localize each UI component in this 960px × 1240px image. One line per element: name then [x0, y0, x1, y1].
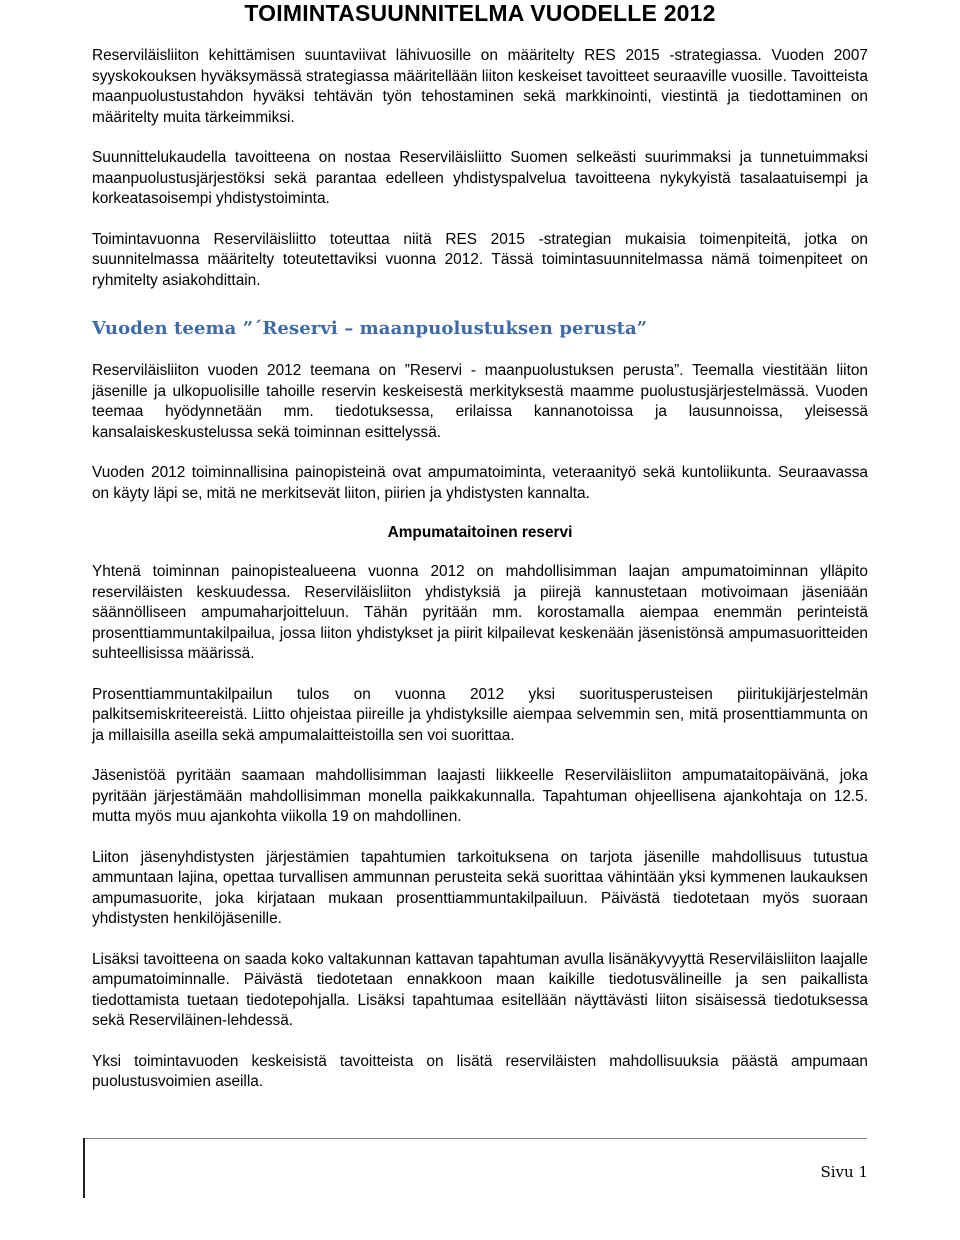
intro-paragraph: Toimintavuonna Reserviläisliitto toteuttaa niitä RES 2015 -strategian mukaisia toimenpiteitä, jotka on suunnitelmassa määritelty toteutettaviksi vuonna 2012. Tässä toimintasuunnitelmassa nämä toimenpiteet on ryhmitelty asiakohdittain. — [92, 230, 868, 289]
shooting-paragraph: Yksi toimintavuoden keskeisistä tavoitteista on lisätä reserviläisten mahdollisuuksia päästä ampumaan puolustusvoimien aseilla. — [92, 1052, 868, 1090]
theme-paragraph: Vuoden 2012 toiminnallisina painopisteinä ovat ampumatoiminta, veteraanityö sekä kuntoliikunta. Seuraavassa on käyty läpi se, mitä ne merkitsevät liiton, piirien ja yhdistysten kannalta. — [92, 464, 868, 502]
document-title: TOIMINTASUUNNITELMA VUODELLE 2012 — [244, 0, 716, 26]
shooting-paragraph: Liiton jäsenyhdistysten järjestämien tapahtumien tarkoituksena on tarjota jäsenille mahdollisuus tutustua ammuntaan lajina, opettaa turvallisen ammunnan perusteita sekä suorittaa vähintään yksi kymmenen laukauksen ampumasuorite, joka kirjataan mukaan prosenttiammuntakilpailuun. Päivästä tiedotetaan myös suoraan yhdistysten henkilöjäsenille. — [92, 848, 868, 927]
section-heading: Vuoden teema ”´Reservi – maanpuolustuksen perusta” — [92, 318, 648, 339]
intro-paragraph: Suunnittelukaudella tavoitteena on nostaa Reserviläisliitto Suomen selkeästi suurimmaksi ja tunnetuimmaksi maanpuolustusjärjestöksi sekä parantaa edelleen yhdistyspalvelua tavoitteena nykykyistä tasalaatuisempi ja korkeatasoisempi yhdistystoiminta. — [92, 149, 868, 207]
subheading: Ampumataitoinen reservi — [387, 524, 573, 541]
footer-divider-left — [83, 1138, 85, 1198]
shooting-paragraph: Prosenttiammuntakilpailun tulos on vuonna 2012 yksi suoritusperusteisen piiritukijärjestelmän palkitsemiskriteereistä. Liitto ohjeistaa piireille ja yhdistyksille aiempaa selvemmin sen, mitä prosenttiammunta on ja millaisilla aseilla sekä ampumalaitteistoilla sen voi suorittaa. — [92, 685, 868, 744]
footer-divider — [83, 1138, 867, 1139]
shooting-paragraph: Yhtenä toiminnan painopistealueena vuonna 2012 on mahdollisimman laajan ampumatoiminnan ylläpito reserviläisten keskuudessa. Reserviläisliiton yhdistyksiä ja piirejä kannustetaan motivoimaan jäseniään säännölliseen ampumaharjoitteluun. Tähän pyritään mm. korostamalla aiempaa enemmän perinteistä prosenttiammuntakilpailua, jossa liiton yhdistykset ja piirit kilpailevat keskenään jäsenistönsä ampumasuoritteiden suhteellisissa määrissä. — [92, 563, 868, 662]
document-page — [92, 0, 868, 1093]
shooting-paragraph: Lisäksi tavoitteena on saada koko valtakunnan kattavan tapahtuman avulla lisänäkyvyyttä Reserviläisliiton laajalle ampumatoiminnalle. Päivästä tiedotetaan ennakkoon maan kaikille tiedotusvälineille ja sen paikallista tiedottamista tuetaan tiedotepohjalla. Lisäksi tapahtumaa esitellään näyttävästi liiton sisäisessä tiedotuksessa sekä Reserviläinen-lehdessä. — [92, 950, 868, 1029]
shooting-paragraph: Jäsenistöä pyritään saamaan mahdollisimman laajasti liikkeelle Reserviläisliiton ampumataitopäivänä, joka pyritään järjestämään mahdollisimman monella paikkakunnalla. Tapahtuman ohjeellisena ajankohtaja on 12.5. mutta myös muu ajankohta viikolla 19 on mahdollinen. — [92, 767, 868, 825]
intro-paragraph: Reserviläisliiton kehittämisen suuntaviivat lähivuosille on määritelty RES 2015 -strategiassa. Vuoden 2007 syyskokouksen hyväksymässä strategiassa määritellään liiton keskeiset tavoitteet seuraaville vuosille. Tavoitteista maanpuolustustahdon hyväksi tehtävän työn tehostaminen sekä markkinointi, viestintä ja tiedottaminen on määritelty muita tärkeimmiksi. — [92, 47, 868, 126]
theme-paragraph: Reserviläisliiton vuoden 2012 teemana on ”Reservi - maanpuolustuksen perusta”. Teemalla viestitään liiton jäsenille ja ulkopuolisille tahoille reservin keskeisestä merkityksestä maamme puolustusjärjestelmässä. Vuoden teemaa hyödynnetään mm. tiedotuksessa, erilaissa kannanotoissa ja lausunnoissa, yleisessä kansalaiskeskustelussa sekä toiminnan esittelyssä. — [92, 362, 868, 441]
page-number: Sivu 1 — [820, 1163, 868, 1181]
